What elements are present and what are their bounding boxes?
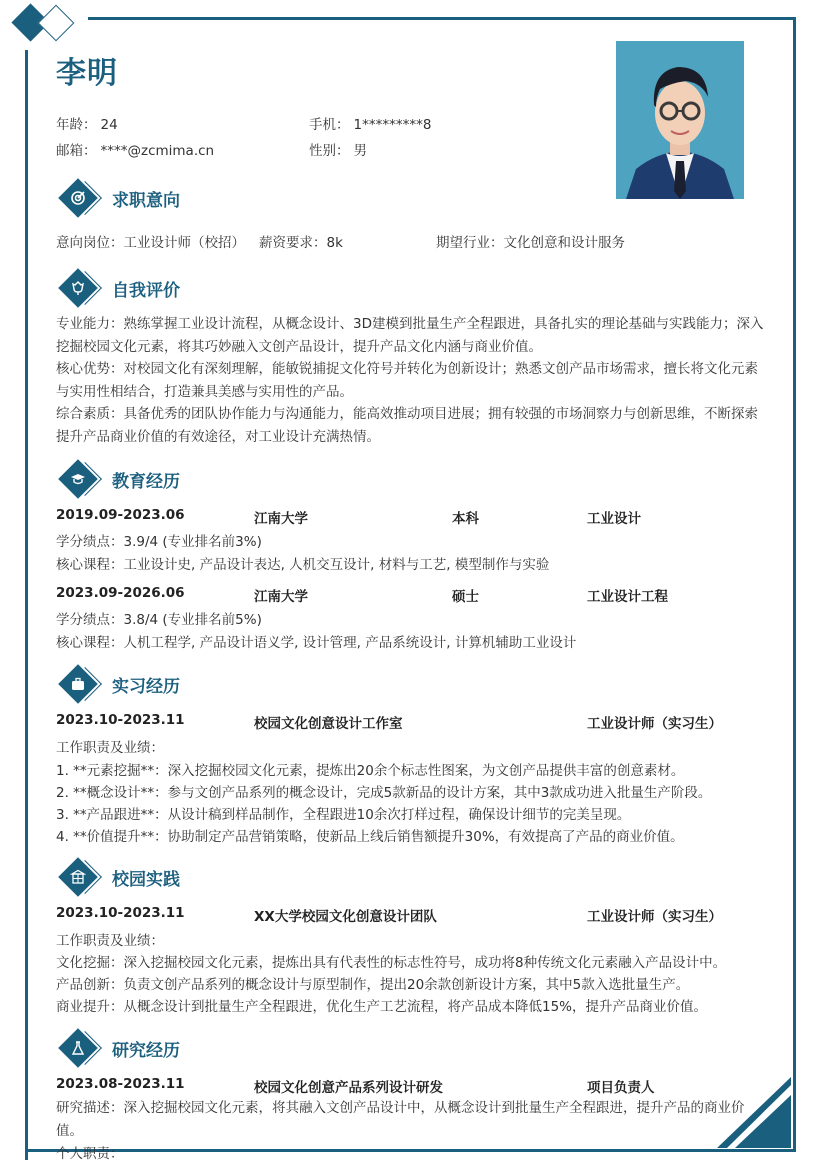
corner-diamond-outline-icon	[38, 5, 75, 42]
internship-role: 工业设计师（实习生）	[587, 716, 722, 732]
campus-item: 商业提升：从概念设计到批量生产全程跟进，优化生产工艺流程，将产品成本降低15%，提升产品商业价值。	[56, 999, 708, 1015]
campus-period: 2023.10-2023.11	[56, 905, 185, 921]
intent-salary: 薪资要求：8k	[259, 235, 343, 251]
flower-icon	[68, 278, 88, 298]
research-description: 研究描述：深入挖掘校园文化元素，将其融入文创产品设计中，从概念设计到批量生产全程跟进，提升产品的商业价值。	[56, 1100, 745, 1139]
internship-duties-label: 工作职责及业绩：	[56, 740, 164, 756]
section-title: 求职意向	[112, 190, 180, 211]
edu-school: 江南大学	[254, 511, 308, 527]
building-icon	[68, 867, 88, 887]
research-role: 项目负责人	[587, 1080, 655, 1096]
intent-industry: 期望行业：文化创意和设计服务	[436, 235, 625, 251]
edu-courses: 核心课程：人机工程学, 产品设计语义学, 设计管理, 产品系统设计, 计算机辅助工业设计	[56, 635, 577, 651]
section-title: 自我评价	[112, 280, 180, 301]
internship-org: 校园文化创意设计工作室	[254, 716, 403, 732]
section-header-education	[60, 459, 180, 499]
edu-major: 工业设计工程	[587, 589, 668, 605]
target-icon	[68, 188, 88, 208]
self-eval-body	[56, 313, 768, 448]
email-field	[56, 139, 214, 159]
section-title: 教育经历	[112, 471, 180, 492]
edu-major: 工业设计	[587, 511, 641, 527]
self-eval-paragraph: 专业能力：熟练掌握工业设计流程，从概念设计、3D建模到批量生产全程跟进，具备扎实的理论基础与实践能力；深入挖掘校园文化元素，将其巧妙融入文创产品设计，提升产品文化内涵与商业价值。	[56, 316, 764, 355]
internship-period: 2023.10-2023.11	[56, 712, 185, 728]
graduation-cap-icon	[68, 469, 88, 489]
research-project: 校园文化创意产品系列设计研发	[254, 1080, 443, 1096]
campus-item: 产品创新：负责文创产品系列的概念设计与原型制作，提出20余款创新设计方案，其中5款入选批量生产。	[56, 977, 690, 993]
intent-position: 意向岗位：工业设计师（校招）	[56, 235, 245, 251]
edu-degree: 硕士	[452, 589, 479, 605]
campus-item: 文化挖掘：深入挖掘校园文化元素，提炼出具有代表性的标志性符号，成功将8种传统文化元素融入产品设计中。	[56, 955, 727, 971]
research-period: 2023.08-2023.11	[56, 1076, 185, 1092]
section-header-campus	[60, 857, 180, 897]
phone-value: 1*********8	[353, 117, 432, 133]
email-label: 邮箱：	[56, 143, 97, 159]
section-title: 实习经历	[112, 676, 180, 697]
edu-gpa: 学分绩点：3.9/4 (专业排名前3%)	[56, 534, 262, 550]
edu-school: 江南大学	[254, 589, 308, 605]
phone-field	[309, 113, 431, 133]
internship-item: 2. **概念设计**：参与文创产品系列的概念设计，完成5款新品的设计方案，其中3款成功进入批量生产阶段。	[56, 785, 712, 801]
phone-label: 手机：	[309, 117, 350, 133]
frame-left-line	[25, 50, 28, 1160]
candidate-name: 李明	[56, 56, 118, 91]
frame-top-line	[88, 17, 796, 20]
flask-icon	[68, 1038, 88, 1058]
internship-item: 1. **元素挖掘**：深入挖掘校园文化元素，提炼出20余个标志性图案，为文创产品提供丰富的创意素材。	[56, 763, 685, 779]
research-duties-label: 个人职责：	[56, 1146, 124, 1162]
profile-photo	[616, 41, 744, 199]
frame-bottom-line	[28, 1149, 796, 1152]
campus-org: XX大学校园文化创意设计团队	[254, 909, 437, 925]
section-header-research	[60, 1028, 180, 1068]
briefcase-icon	[68, 674, 88, 694]
internship-item: 4. **价值提升**：协助制定产品营销策略，使新品上线后销售额提升30%，有效提高了产品的商业价值。	[56, 829, 684, 845]
edu-degree: 本科	[452, 511, 479, 527]
section-header-self-eval	[60, 268, 180, 308]
internship-item: 3. **产品跟进**：从设计稿到样品制作，全程跟进10余次打样过程，确保设计细节的完美呈现。	[56, 807, 631, 823]
self-eval-paragraph: 综合素质：具备优秀的团队协作能力与沟通能力，能高效推动项目进展；拥有较强的市场洞察力与创新思维，不断探索提升产品商业价值的有效途径，对工业设计充满热情。	[56, 406, 758, 445]
edu-gpa: 学分绩点：3.8/4 (专业排名前5%)	[56, 612, 262, 628]
age-label: 年龄：	[56, 117, 97, 133]
edu-period: 2019.09-2023.06	[56, 507, 185, 523]
section-title: 研究经历	[112, 1040, 180, 1061]
gender-label: 性别：	[309, 143, 350, 159]
gender-field	[309, 139, 367, 159]
edu-period: 2023.09-2026.06	[56, 585, 185, 601]
campus-duties-label: 工作职责及业绩：	[56, 933, 164, 949]
age-field	[56, 113, 118, 133]
section-header-intent	[60, 178, 180, 218]
section-title: 校园实践	[112, 869, 180, 890]
campus-role: 工业设计师（实习生）	[587, 909, 722, 925]
section-header-internship	[60, 664, 180, 704]
edu-courses: 核心课程：工业设计史, 产品设计表达, 人机交互设计, 材料与工艺, 模型制作与实验	[56, 557, 550, 573]
frame-right-line	[793, 17, 796, 1152]
email-value: ****@zcmima.cn	[100, 143, 215, 159]
gender-value: 男	[353, 143, 367, 159]
self-eval-paragraph: 核心优势：对校园文化有深刻理解，能敏锐捕捉文化符号并转化为创新设计；熟悉文创产品市场需求，擅长将文化元素与实用性相结合，打造兼具美感与实用性的产品。	[56, 361, 758, 400]
avatar-portrait-icon	[616, 41, 744, 199]
age-value: 24	[100, 117, 118, 133]
